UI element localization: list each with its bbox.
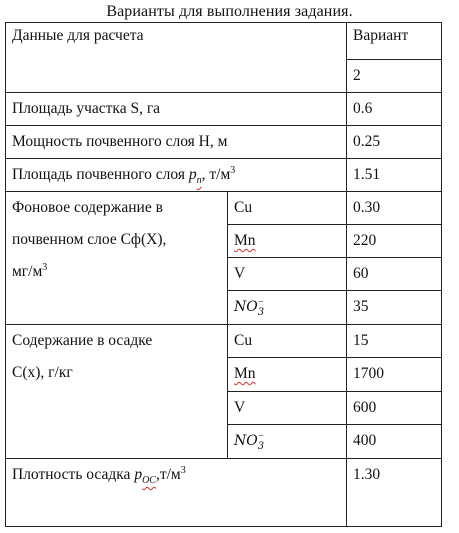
background-value-cu: 0.30 (347, 192, 442, 225)
soil-density-unit: , т/м (201, 166, 231, 183)
sediment-label-line2: С(х), г/кг (12, 364, 73, 381)
header-variant-label: Вариант (347, 23, 442, 60)
soil-density-unit-sup: 3 (230, 164, 236, 176)
background-element-mn-text: Mn (234, 232, 256, 249)
sediment-no3-sub: 3 (257, 441, 265, 453)
sediment-density-label (6, 459, 347, 527)
background-label-line3: мг/м (12, 263, 43, 280)
table-caption: Варианты для выполнения задания. (106, 3, 353, 20)
table-row (6, 126, 442, 159)
background-element-mn (228, 225, 347, 258)
sediment-element-mn (228, 358, 347, 392)
background-label (6, 192, 228, 325)
table-row (6, 192, 442, 225)
table-row (6, 159, 442, 192)
sediment-value-no3: 400 (347, 425, 442, 459)
background-no3-sup: − (258, 296, 264, 308)
sediment-element-no3 (228, 425, 347, 459)
soil-density-value: 1.51 (347, 159, 442, 192)
background-value-mn: 220 (347, 225, 442, 258)
background-label-sup: 3 (42, 261, 48, 273)
variants-table (5, 22, 442, 527)
sediment-density-unit-sup: 3 (180, 464, 186, 476)
table-row (6, 93, 442, 126)
background-value-no3: 35 (347, 291, 442, 325)
sediment-element-mn-text: Mn (234, 365, 256, 382)
sediment-label-line1: Содержание в осадке (12, 332, 153, 349)
background-no3-base: NO (234, 299, 258, 315)
sediment-no3-sup: − (258, 430, 264, 442)
table-row (6, 459, 442, 527)
sediment-no3-base: NO (234, 433, 258, 449)
background-no3-sub: 3 (257, 307, 265, 319)
background-label-line2: почвенном слое Сф(Х), (12, 231, 167, 248)
background-element-v: V (228, 258, 347, 291)
header-data-label: Данные для расчета (6, 23, 347, 93)
header-variant-number: 2 (347, 60, 442, 93)
sediment-density-symbol: p (134, 466, 143, 483)
sediment-density-unit: ,т/м (155, 466, 181, 483)
table-row (6, 325, 442, 358)
sediment-label (6, 325, 228, 459)
sediment-value-cu: 15 (347, 325, 442, 358)
background-label-line1: Фоновое содержание в (12, 199, 163, 216)
area-value: 0.6 (347, 93, 442, 126)
soil-density-label (6, 159, 347, 192)
header-row (6, 23, 442, 60)
sediment-element-v: V (228, 392, 347, 425)
sediment-density-value: 1.30 (347, 459, 442, 527)
soil-density-symbol: p (188, 166, 197, 183)
background-value-v: 60 (347, 258, 442, 291)
sediment-density-label-text: Плотность осадка (12, 466, 131, 483)
thickness-label: Мощность почвенного слоя H, м (6, 126, 347, 159)
area-label: Площадь участка S, га (6, 93, 347, 126)
sediment-value-v: 600 (347, 392, 442, 425)
thickness-value: 0.25 (347, 126, 442, 159)
soil-density-label-text: Площадь почвенного слоя (12, 166, 186, 183)
soil-density-symbol-sub: п (196, 175, 202, 187)
sediment-value-mn: 1700 (347, 358, 442, 392)
background-element-no3 (228, 291, 347, 325)
background-element-cu: Cu (228, 192, 347, 225)
sediment-element-cu: Cu (228, 325, 347, 358)
sediment-density-symbol-sub: OC (142, 475, 156, 487)
